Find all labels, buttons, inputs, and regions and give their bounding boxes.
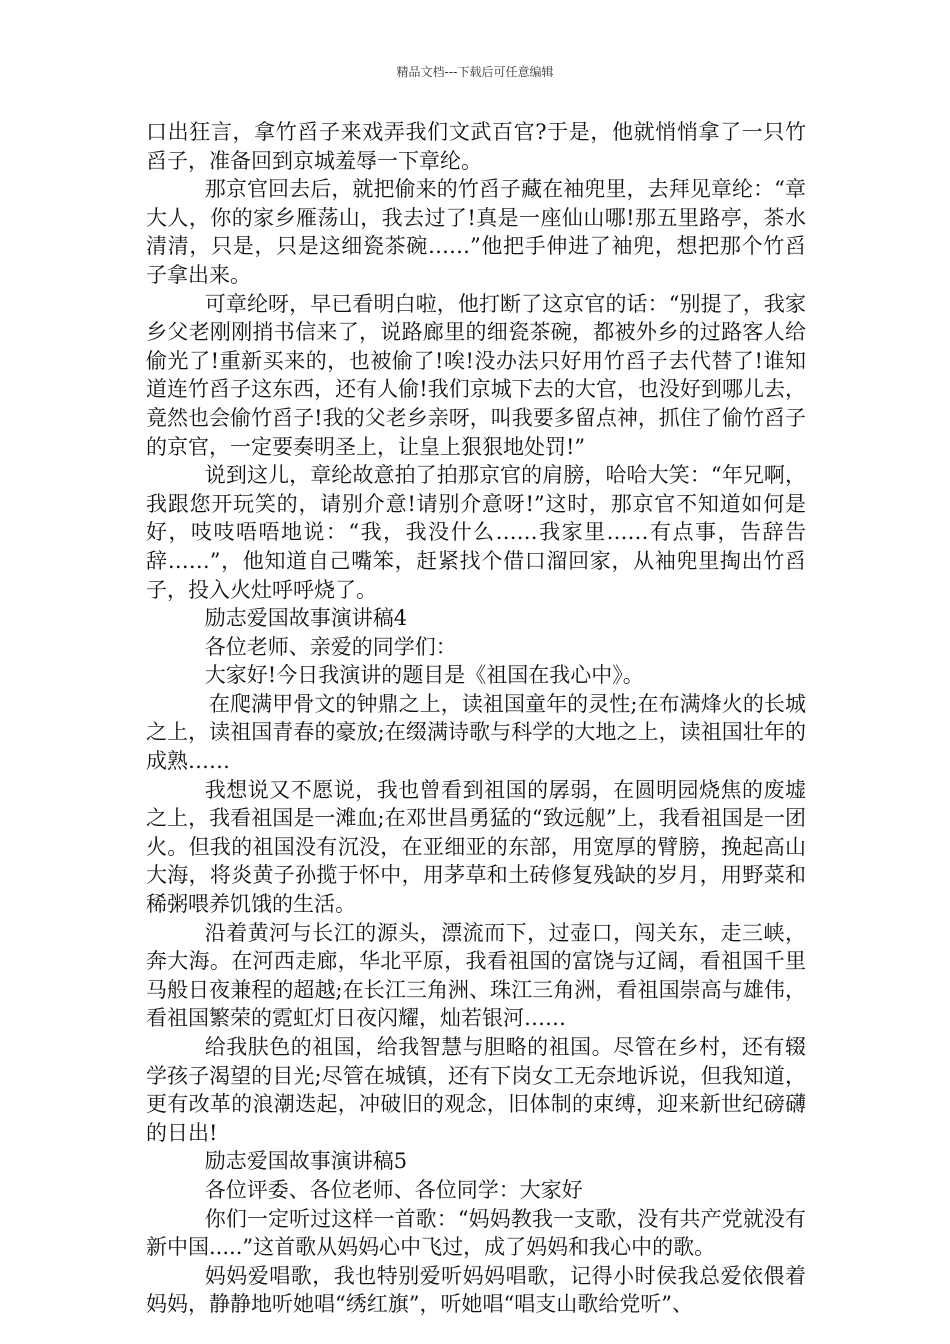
paragraph: 给我肤色的祖国，给我智慧与胆略的祖国。尽管在乡村，还有辍学孩子渴望的目光;尽管在城镇，还有下岗女工无奈地诉说，但我知道，更有改革的浪潮迭起，冲破旧的观念，旧体制的束缚，迎来新世纪磅礴的日出! (146, 1035, 806, 1145)
paragraph: 沿着黄河与长江的源头，漂流而下，过壶口，闯关东，走三峡，奔大海。在河西走廊，华北平原，我看祖国的富饶与辽阔，看祖国千里马般日夜兼程的超越;在长江三角洲、珠江三角洲，看祖国崇高与雄伟，看祖国繁荣的霓虹灯日夜闪耀，灿若银河…… (146, 920, 806, 1031)
salutation: 各位老师、亲爱的同学们： (204, 634, 457, 659)
page-header: 精品文档---下载后可任意编辑 (396, 65, 554, 79)
section-heading: 励志爱国故事演讲稿5 (204, 1149, 408, 1174)
paragraph: 妈妈爱唱歌，我也特别爱听妈妈唱歌，记得小时侯我总爱依偎着妈妈，静静地听她唱“绣红旗”，听她唱“唱支山歌给党听”、 (146, 1263, 806, 1317)
document-body (146, 118, 806, 1319)
paragraph: 大家好!今日我演讲的题目是《祖国在我心中》。 (204, 663, 644, 688)
paragraph: 那京官回去后，就把偷来的竹舀子藏在袖兜里，去拜见章纶：“章大人，你的家乡雁荡山，我去过了!真是一座仙山哪!那五里路亭，茶水清清，只是，只是这细瓷茶碗……”他把手伸进了袖兜，想把那个竹舀子拿出来。 (146, 177, 806, 287)
paragraph: 可章纶呀，早已看明白啦，他打断了这京官的话：“别提了，我家乡父老刚刚捎书信来了，说路廊里的细瓷茶碗，都被外乡的过路客人给偷光了!重新买来的，也被偷了!唉!没办法只好用竹舀子去代替了!谁知道连竹舀子这东西，还有人偷!我们京城下去的大官，也没好到哪儿去，竟然也会偷竹舀子!我的父老乡亲呀，叫我要多留点神，抓住了偷竹舀子的京官，一定要奏明圣上，让皇上狠狠地处罚!” (146, 291, 806, 459)
salutation: 各位评委、各位老师、各位同学：大家好 (204, 1177, 583, 1202)
section-heading: 励志爱国故事演讲稿4 (204, 606, 408, 631)
paragraph: 我想说又不愿说，我也曾看到祖国的孱弱，在圆明园烧焦的废墟之上，我看祖国是一滩血;在邓世昌勇猛的“致远舰”上，我看祖国是一团火。但我的祖国没有沉没，在亚细亚的东部，用宽厚的臂膀，挽起高山大海，将炎黄子孙揽于怀中，用茅草和土砖修复残缺的岁月，用野菜和稀粥喂养饥饿的生活。 (146, 777, 806, 917)
paragraph: 在爬满甲骨文的钟鼎之上，读祖国童年的灵性;在布满烽火的长城之上，读祖国青春的豪放;在缀满诗歌与科学的大地之上，读祖国壮年的成熟…… (146, 691, 806, 774)
paragraph: 说到这儿，章纶故意拍了拍那京官的肩膀，哈哈大笑：“年兄啊，我跟您开玩笑的，请别介意!请别介意呀!”这时，那京官不知道如何是好，吱吱唔唔地说：“我，我没什么……我家里……有点事，告辞告辞……”，他知道自己嘴笨，赶紧找个借口溜回家，从袖兜里掏出竹舀子，投入火灶呼呼烧了。 (146, 463, 806, 602)
paragraph: 你们一定听过这样一首歌：“妈妈教我一支歌，没有共产党就没有新中国.....”这首歌从妈妈心中飞过，成了妈妈和我心中的歌。 (146, 1206, 806, 1260)
paragraph: 口出狂言，拿竹舀子来戏弄我们文武百官?于是，他就悄悄拿了一只竹舀子，准备回到京城羞辱一下章纶。 (146, 120, 806, 173)
